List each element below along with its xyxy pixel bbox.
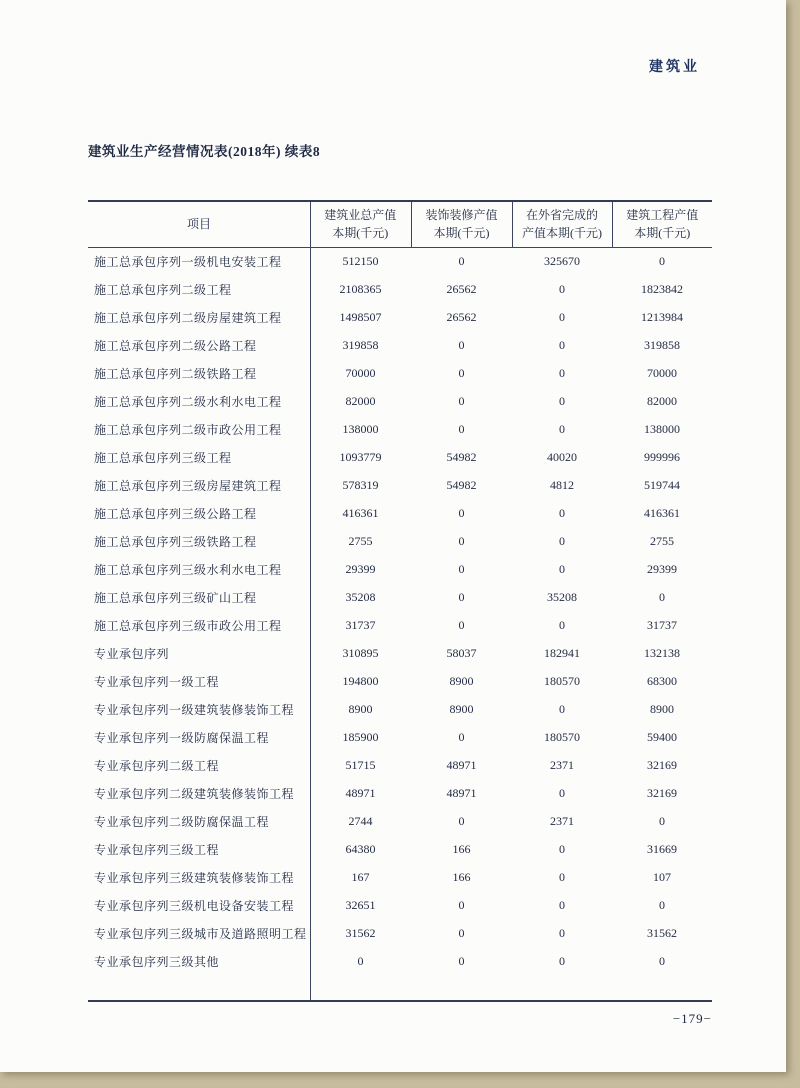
table-row	[88, 611, 712, 639]
item-cell: 施工总承包序列三级公路工程	[94, 506, 257, 521]
item-cell: 施工总承包序列三级水利水电工程	[94, 562, 282, 577]
table-row	[88, 835, 712, 863]
table-row	[88, 443, 712, 471]
table-row	[88, 499, 712, 527]
value-cell: 578319	[342, 477, 379, 492]
value-cell: 51715	[345, 757, 376, 772]
value-cell: 319858	[342, 337, 379, 352]
value-cell: 4812	[550, 477, 574, 492]
value-cell: 0	[559, 561, 565, 576]
value-cell: 0	[659, 589, 665, 604]
item-cell: 专业承包序列一级工程	[94, 674, 220, 689]
table-row	[88, 583, 712, 611]
value-cell: 35208	[547, 589, 577, 604]
value-cell: 0	[659, 897, 665, 912]
value-cell: 0	[458, 953, 465, 968]
value-cell: 167	[351, 869, 370, 884]
page-number: −179−	[672, 1011, 712, 1026]
value-cell: 64380	[345, 841, 376, 856]
value-cell: 2744	[348, 813, 373, 828]
value-cell: 2371	[550, 757, 574, 772]
value-cell: 0	[659, 953, 665, 968]
item-cell: 施工总承包序列二级工程	[94, 282, 232, 297]
table-row	[88, 891, 712, 919]
header-total-output	[310, 202, 411, 247]
header-line: 本期(千元)	[433, 226, 490, 241]
item-cell: 专业承包序列二级建筑装修装饰工程	[94, 786, 295, 801]
value-cell: 0	[559, 309, 565, 324]
value-cell: 194800	[342, 673, 379, 688]
value-cell: 180570	[544, 729, 580, 744]
value-cell: 31562	[345, 925, 376, 940]
item-cell: 施工总承包序列二级房屋建筑工程	[94, 310, 282, 325]
value-cell: 416361	[644, 505, 680, 520]
value-cell: 31562	[647, 925, 677, 940]
header-construction-output	[612, 202, 712, 247]
value-cell: 0	[559, 617, 565, 632]
item-cell: 施工总承包序列二级铁路工程	[94, 366, 257, 381]
table-row	[88, 415, 712, 443]
value-cell: 48971	[446, 785, 477, 800]
value-cell: 32169	[647, 785, 677, 800]
value-cell: 70000	[647, 365, 677, 380]
table-row	[88, 471, 712, 499]
table-row	[88, 303, 712, 331]
item-cell: 施工总承包序列三级铁路工程	[94, 534, 257, 549]
value-cell: 185900	[342, 729, 379, 744]
item-cell: 专业承包序列三级其他	[94, 954, 220, 969]
header-line: 本期(千元)	[332, 226, 389, 241]
item-cell: 专业承包序列三级机电设备安装工程	[94, 898, 295, 913]
item-cell: 专业承包序列三级城市及道路照明工程	[94, 926, 307, 941]
item-cell: 施工总承包序列三级矿山工程	[94, 590, 257, 605]
item-cell: 专业承包序列三级建筑装修装饰工程	[94, 870, 295, 885]
header-line: 项目	[186, 217, 211, 232]
column-divider-line	[310, 202, 311, 1000]
header-item	[88, 202, 310, 247]
table-row	[88, 555, 712, 583]
value-cell: 70000	[345, 365, 376, 380]
value-cell: 0	[458, 617, 465, 632]
value-cell: 0	[458, 813, 465, 828]
item-cell: 施工总承包序列三级市政公用工程	[94, 618, 282, 633]
value-cell: 82000	[647, 393, 677, 408]
table-row	[88, 807, 712, 835]
value-cell: 1498507	[339, 309, 382, 324]
value-cell: 31737	[647, 617, 677, 632]
header-decoration-output	[411, 202, 512, 247]
item-cell: 专业承包序列一级防腐保温工程	[94, 730, 270, 745]
value-cell: 31737	[345, 617, 376, 632]
value-cell: 0	[559, 337, 565, 352]
item-cell: 施工总承包序列三级工程	[94, 450, 232, 465]
value-cell: 1823842	[641, 281, 683, 296]
value-cell: 1213984	[641, 309, 683, 324]
item-cell: 专业承包序列二级工程	[94, 758, 220, 773]
table-row	[88, 695, 712, 723]
value-cell: 132138	[644, 645, 680, 660]
value-cell: 59400	[647, 729, 677, 744]
value-cell: 26562	[446, 281, 477, 296]
table-row	[88, 359, 712, 387]
value-cell: 0	[458, 393, 465, 408]
table-row	[88, 639, 712, 667]
value-cell: 519744	[644, 477, 680, 492]
table-row	[88, 667, 712, 695]
header-other-province-output	[512, 202, 612, 247]
value-cell: 0	[559, 365, 565, 380]
value-cell: 0	[559, 785, 565, 800]
value-cell: 54982	[446, 449, 477, 464]
value-cell: 8900	[650, 701, 674, 716]
value-cell: 0	[357, 953, 364, 968]
value-cell: 138000	[342, 421, 379, 436]
section-corner-label: 建筑业	[649, 60, 700, 75]
value-cell: 0	[559, 393, 565, 408]
value-cell: 0	[559, 421, 565, 436]
value-cell: 107	[653, 869, 671, 884]
value-cell: 0	[458, 253, 465, 268]
value-cell: 0	[458, 925, 465, 940]
value-cell: 416361	[342, 505, 379, 520]
value-cell: 31669	[647, 841, 677, 856]
value-cell: 54982	[446, 477, 477, 492]
statistics-table	[88, 202, 712, 975]
table-row	[88, 247, 712, 275]
table-row	[88, 275, 712, 303]
value-cell: 319858	[644, 337, 680, 352]
value-cell: 2755	[650, 533, 674, 548]
table-body	[88, 247, 712, 975]
value-cell: 0	[458, 897, 465, 912]
value-cell: 8900	[449, 701, 474, 716]
value-cell: 166	[452, 869, 471, 884]
value-cell: 0	[559, 505, 565, 520]
value-cell: 48971	[345, 785, 376, 800]
value-cell: 29399	[345, 561, 376, 576]
table-row	[88, 863, 712, 891]
value-cell: 0	[458, 365, 465, 380]
value-cell: 0	[659, 253, 665, 268]
value-cell: 0	[458, 421, 465, 436]
value-cell: 0	[559, 953, 565, 968]
page-title: 建筑业生产经营情况表(2018年) 续表8	[88, 144, 321, 159]
header-line: 装饰装修产值	[425, 208, 498, 223]
value-cell: 0	[458, 561, 465, 576]
item-cell: 专业承包序列	[94, 646, 170, 661]
value-cell: 0	[458, 337, 465, 352]
table-header	[88, 202, 712, 247]
table-row	[88, 331, 712, 359]
value-cell: 0	[458, 505, 465, 520]
value-cell: 32169	[647, 757, 677, 772]
value-cell: 0	[559, 701, 565, 716]
value-cell: 0	[559, 841, 565, 856]
table-row	[88, 723, 712, 751]
item-cell: 施工总承包序列二级市政公用工程	[94, 422, 282, 437]
header-line: 本期(千元)	[634, 226, 691, 241]
header-line: 建筑业总产值	[324, 208, 397, 223]
item-cell: 施工总承包序列二级公路工程	[94, 338, 257, 353]
value-cell: 166	[452, 841, 471, 856]
value-cell: 512150	[342, 253, 379, 268]
value-cell: 29399	[647, 561, 677, 576]
header-line: 产值本期(千元)	[522, 226, 602, 241]
item-cell: 施工总承包序列二级水利水电工程	[94, 394, 282, 409]
value-cell: 35208	[345, 589, 376, 604]
value-cell: 68300	[647, 673, 677, 688]
table-row	[88, 527, 712, 555]
value-cell: 48971	[446, 757, 477, 772]
value-cell: 0	[559, 925, 565, 940]
value-cell: 0	[458, 533, 465, 548]
table-row	[88, 947, 712, 975]
value-cell: 82000	[345, 393, 376, 408]
item-cell: 专业承包序列三级工程	[94, 842, 220, 857]
value-cell: 182941	[544, 645, 580, 660]
value-cell: 8900	[348, 701, 373, 716]
value-cell: 310895	[342, 645, 379, 660]
value-cell: 0	[559, 281, 565, 296]
value-cell: 0	[559, 533, 565, 548]
value-cell: 138000	[644, 421, 680, 436]
table-row	[88, 751, 712, 779]
table-row	[88, 919, 712, 947]
header-line: 在外省完成的	[525, 208, 598, 223]
value-cell: 2371	[550, 813, 574, 828]
value-cell: 0	[458, 729, 465, 744]
value-cell: 58037	[446, 645, 477, 660]
statistics-table-container	[88, 200, 712, 1002]
header-row	[88, 202, 712, 247]
table-row	[88, 387, 712, 415]
value-cell: 325670	[544, 253, 580, 268]
item-cell: 专业承包序列一级建筑装修装饰工程	[94, 702, 295, 717]
item-cell: 专业承包序列二级防腐保温工程	[94, 814, 270, 829]
item-cell: 施工总承包序列三级房屋建筑工程	[94, 478, 282, 493]
value-cell: 0	[559, 897, 565, 912]
value-cell: 0	[458, 589, 465, 604]
header-line: 建筑工程产值	[626, 208, 699, 223]
value-cell: 0	[659, 813, 665, 828]
value-cell: 32651	[345, 897, 376, 912]
value-cell: 8900	[449, 673, 474, 688]
item-cell: 施工总承包序列一级机电安装工程	[94, 254, 282, 269]
value-cell: 180570	[544, 673, 580, 688]
value-cell: 2108365	[339, 281, 382, 296]
value-cell: 999996	[644, 449, 680, 464]
table-row	[88, 779, 712, 807]
value-cell: 26562	[446, 309, 477, 324]
value-cell: 2755	[348, 533, 373, 548]
value-cell: 40020	[547, 449, 577, 464]
value-cell: 0	[559, 869, 565, 884]
value-cell: 1093779	[339, 449, 382, 464]
